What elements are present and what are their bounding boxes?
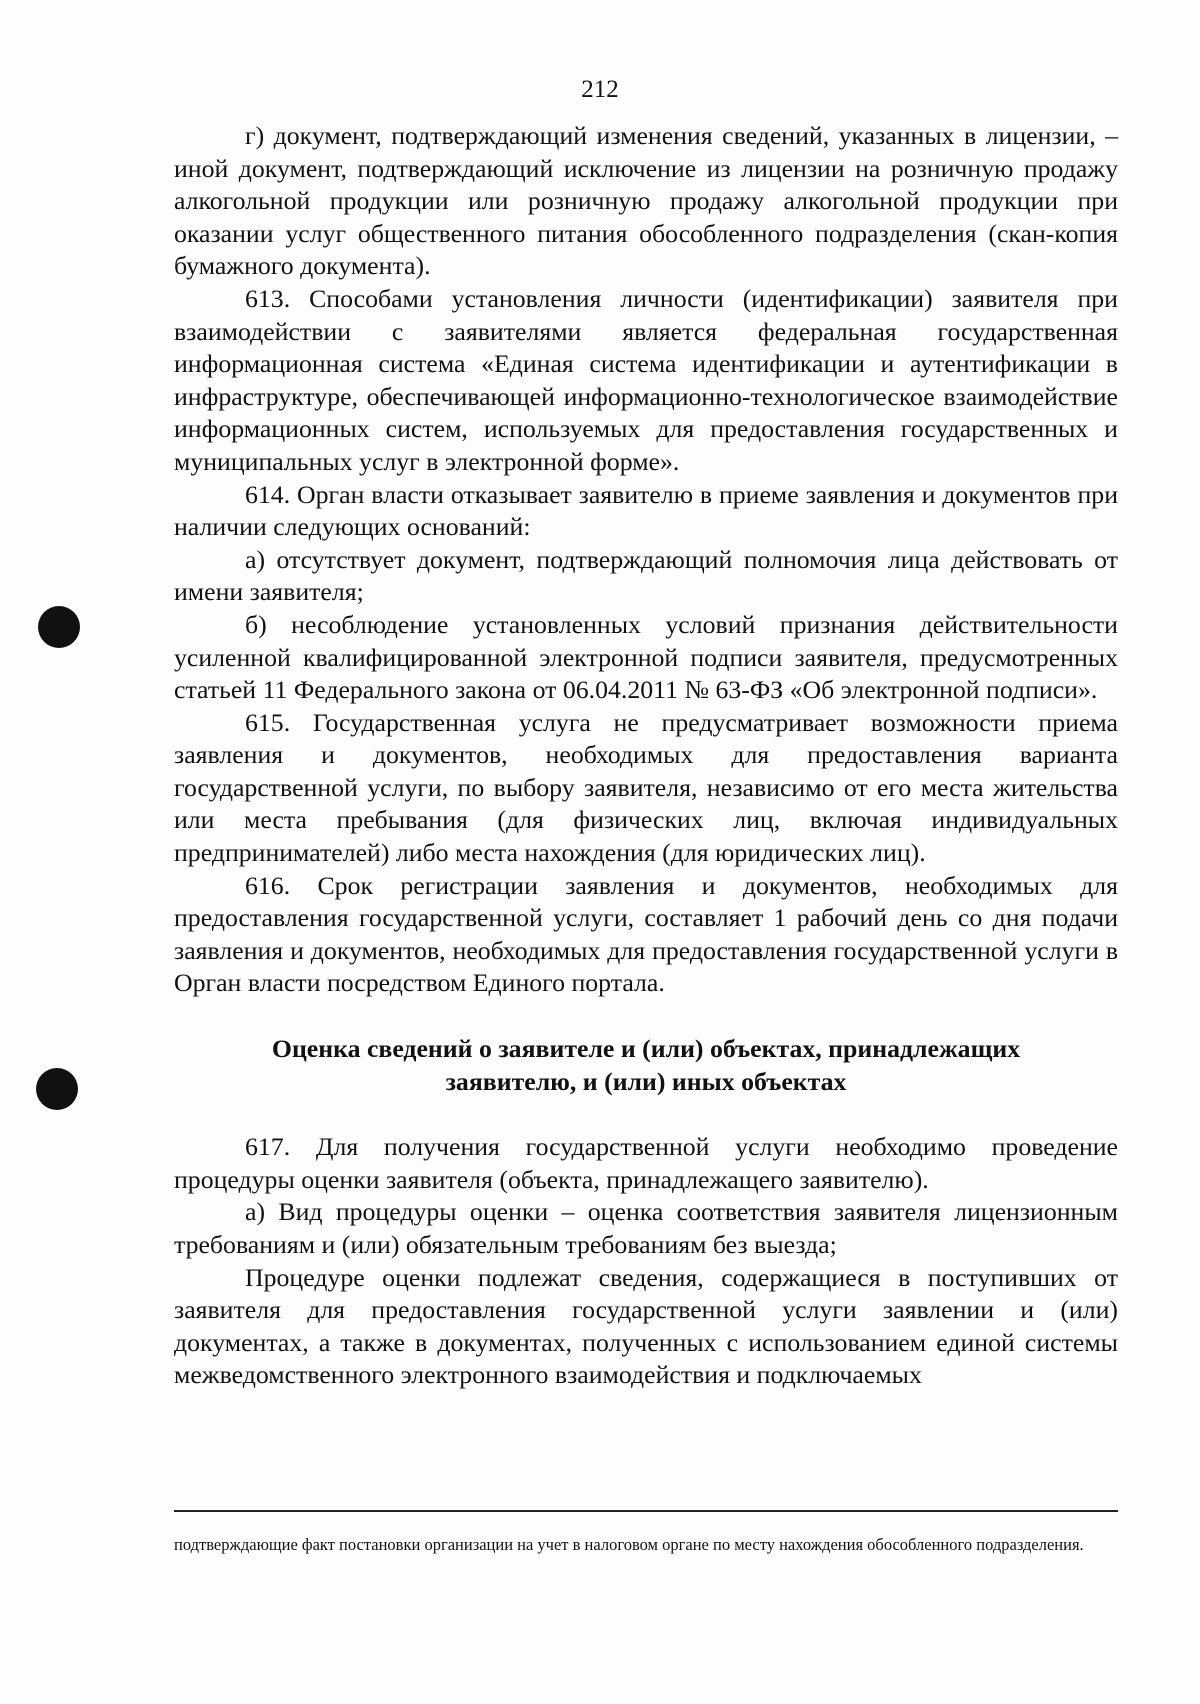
paragraph-614-a: а) отсутствует документ, подтверждающий полномочия лица действовать от имени заявителя; — [174, 544, 1118, 607]
paragraph-615: 615. Государственная услуга не предусматривает возможности приема заявления и документов, необходимых для предоставления варианта государственной услуги, по выбору заявителя, независимо от его места жительства или места пребывания (для физических лиц, включая индивидуальных предпринимателей) либо места нахождения (для юридических лиц). — [174, 707, 1118, 868]
footnote-text: подтверждающие факт постановки организации на учет в налоговом органе по месту нахождения обособленного подразделения. — [174, 1535, 1084, 1554]
section-heading-line-1: Оценка сведений о заявителе и (или) объектах, принадлежащих — [271, 1034, 1021, 1064]
paragraph-617-a: а) Вид процедуры оценки – оценка соответствия заявителя лицензионным требованиям и (или) обязательным требованиям без выезда; — [174, 1197, 1118, 1259]
section-heading-line-2: заявителю, и (или) иных объектах — [445, 1066, 847, 1096]
section-heading — [174, 1033, 1118, 1098]
paragraph-613: 613. Способами установления личности (идентификации) заявителя при взаимодействии с заявителями является федеральная государственная информационная система «Единая система идентификации и аутентификации в инфраструктуре, обеспечивающей информационно-технологическое взаимодействие информационных систем, используемых для предоставления государственных и муниципальных услуг в электронной форме». — [174, 283, 1118, 476]
paragraph-614-b: б) несоблюдение установленных условий признания действительности усиленной квалифицированной электронной подписи заявителя, предусмотренных статьей 11 Федерального закона от 06.04.2011 № 63-ФЗ «Об электронной подписи». — [174, 609, 1118, 705]
paragraph-617: 617. Для получения государственной услуги необходимо проведение процедуры оценки заявителя (объекта, принадлежащего заявителю). — [174, 1132, 1118, 1194]
footnote-divider — [174, 1510, 1118, 1512]
paragraph-614: 614. Орган власти отказывает заявителю в приеме заявления и документов при наличии следующих оснований: — [174, 479, 1118, 542]
page-number: 212 — [581, 76, 619, 103]
punch-hole-mark-lower — [36, 1068, 78, 1110]
paragraph-assessment-subject: Процедуре оценки подлежат сведения, содержащиеся в поступивших от заявителя для предоставления государственной услуги заявлении и (или) документах, а также в документах, полученных с использованием единой системы межведомственного электронного взаимодействия и подключаемых — [174, 1262, 1118, 1390]
punch-hole-mark-upper — [38, 606, 80, 648]
paragraph-g-document: г) документ, подтверждающий изменения сведений, указанных в лицензии, – иной документ, подтверждающий исключение из лицензии на розничную продажу алкогольной продукции или розничную продажу алкогольной продукции при оказании услуг общественного питания обособленного подразделения (скан-копия бумажного документа). — [174, 121, 1118, 281]
paragraph-616: 616. Срок регистрации заявления и документов, необходимых для предоставления государственной услуги, составляет 1 рабочий день со дня подачи заявления и документов, необходимых для предоставления государственной услуги в Орган власти посредством Единого портала. — [174, 870, 1118, 998]
document-body — [174, 120, 1118, 1392]
